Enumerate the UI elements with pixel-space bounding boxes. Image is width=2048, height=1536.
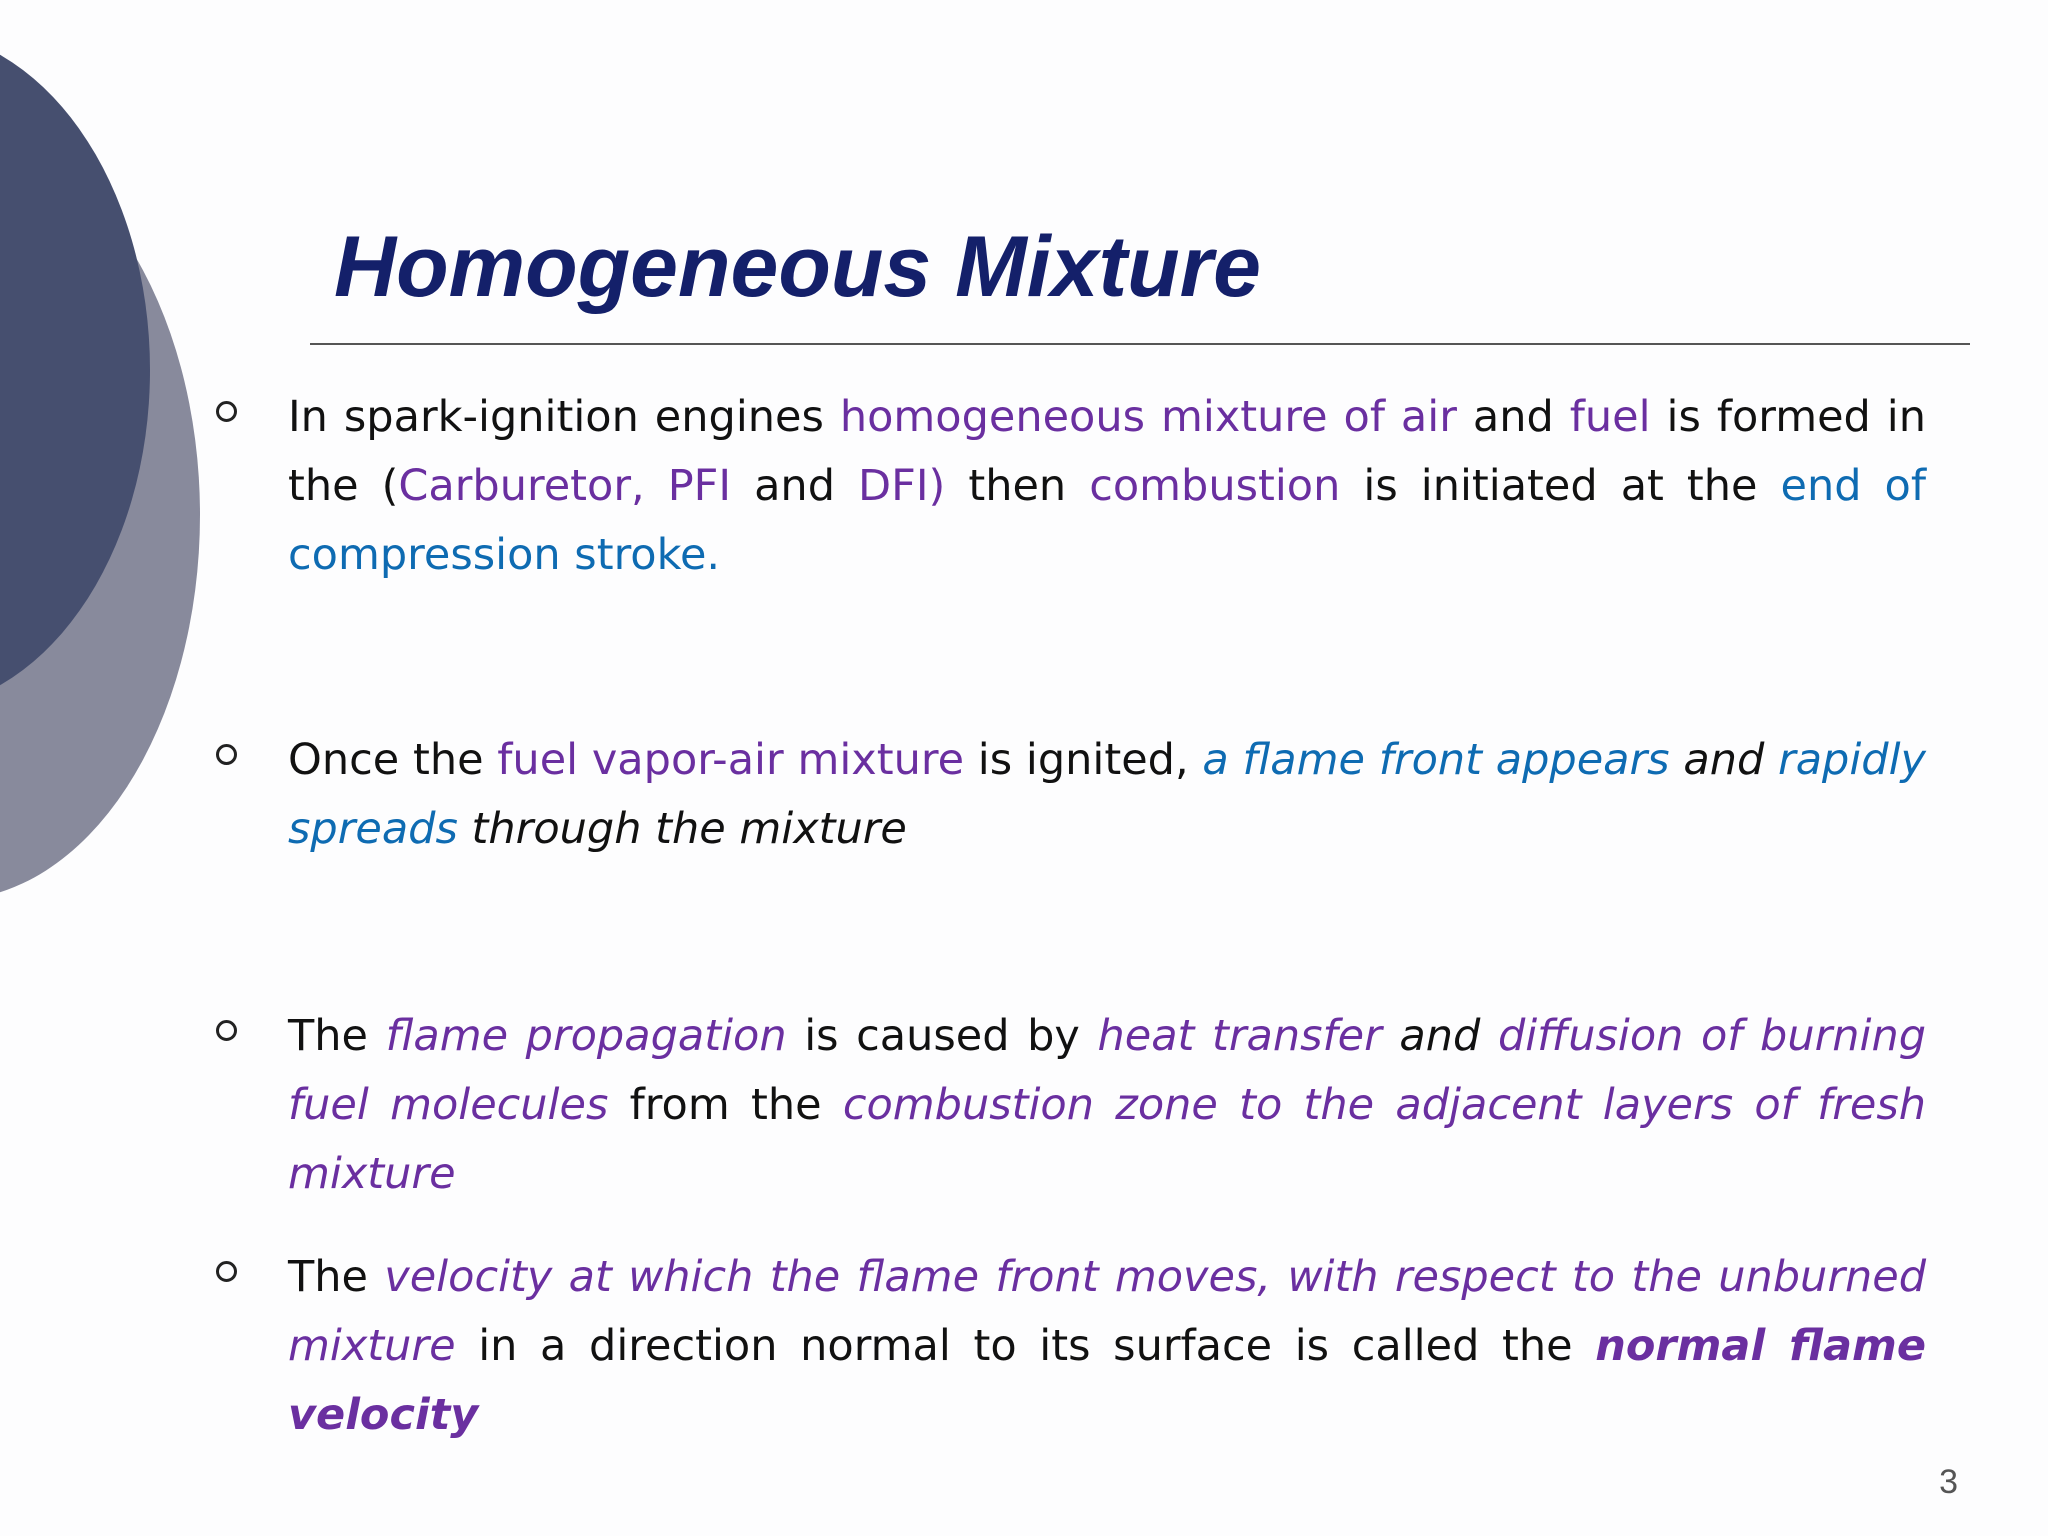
highlight-segment: DFI): [858, 461, 946, 511]
highlight-segment: diffusion of burning fuel molecules: [288, 1011, 1926, 1130]
text-segment: The: [288, 1252, 385, 1302]
text-segment: and: [1381, 1011, 1498, 1061]
circle-bullet-icon: [216, 1020, 237, 1041]
bullet-text: [288, 383, 1926, 590]
text-segment: in a direction normal to its surface is called the: [455, 1321, 1596, 1371]
highlight-segment: fuel vapor-air mixture: [497, 735, 965, 785]
circle-bullet-icon: [216, 1261, 237, 1282]
highlight-segment: homogeneous mixture of air: [839, 392, 1457, 442]
text-segment: and: [1456, 392, 1570, 442]
text-segment: then: [945, 461, 1090, 511]
highlight-segment: a flame front appears: [1202, 735, 1670, 785]
highlight-segment: normal flame velocity: [288, 1321, 1926, 1440]
text-segment: In spark-ignition engines: [288, 392, 840, 442]
bullet-text: [288, 1002, 1926, 1209]
text-segment: from the: [608, 1080, 843, 1130]
bullet-text: [288, 1243, 1926, 1450]
bullet-item: [216, 1002, 1926, 1209]
highlight-segment: fuel: [1569, 392, 1651, 442]
text-segment: Once the: [288, 735, 498, 785]
text-segment: The: [288, 1011, 386, 1061]
slide-title: Homogeneous Mixture: [334, 219, 1261, 315]
highlight-segment: combustion: [1089, 461, 1341, 511]
highlight-segment: velocity at which the flame front moves, with respect to the unburned mixture: [288, 1252, 1926, 1371]
highlight-segment: flame propagation: [385, 1011, 787, 1061]
bullet-item: [216, 383, 1926, 590]
bullet-text: [288, 726, 1926, 864]
text-segment: and: [1669, 735, 1779, 785]
highlight-segment: Carburetor, PFI: [398, 461, 732, 511]
text-segment: through the mixture: [457, 804, 907, 854]
text-segment: is ignited,: [964, 735, 1203, 785]
circle-bullet-icon: [216, 401, 237, 422]
page-number: 3: [1939, 1463, 1958, 1501]
highlight-segment: combustion zone to the adjacent layers of fresh mixture: [288, 1080, 1927, 1199]
bullet-item: [216, 1243, 1926, 1450]
text-segment: and: [731, 461, 859, 511]
text-segment: is formed in the (: [288, 392, 1926, 511]
title-divider: [310, 343, 1970, 345]
circle-bullet-icon: [216, 744, 237, 765]
highlight-segment: heat transfer: [1097, 1011, 1382, 1061]
highlight-segment: end of compression stroke.: [288, 461, 1926, 580]
bullet-item: [216, 726, 1926, 864]
text-segment: is caused by: [786, 1011, 1098, 1061]
text-segment: is initiated at the: [1340, 461, 1781, 511]
highlight-segment: rapidly spreads: [288, 735, 1926, 854]
